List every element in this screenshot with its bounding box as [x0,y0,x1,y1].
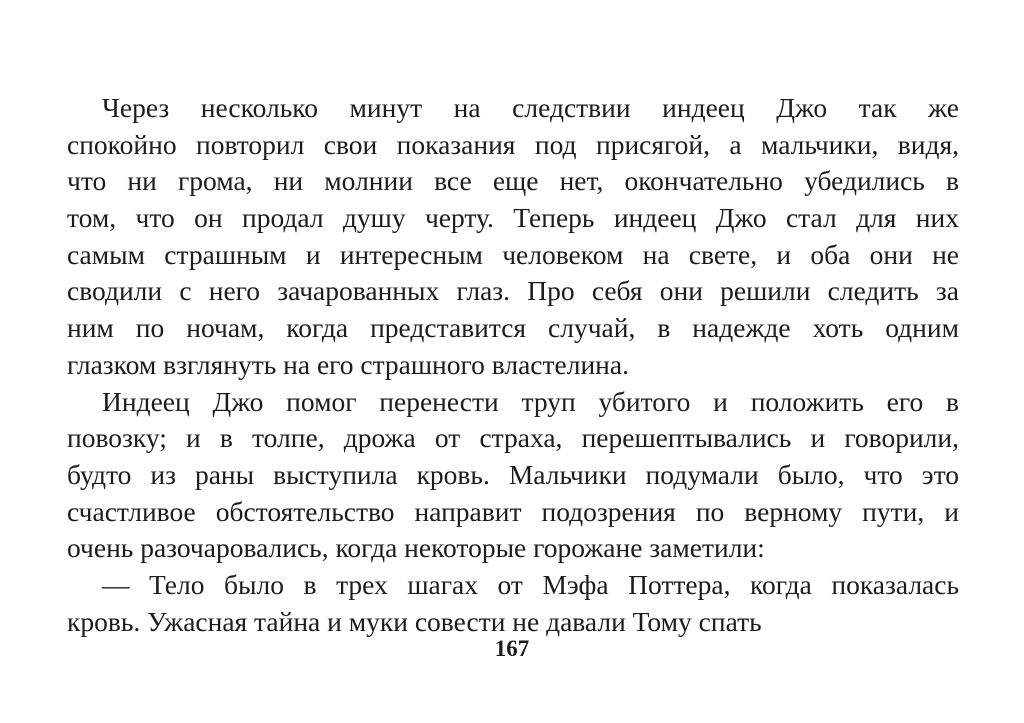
text-line: будто из раны выступила кровь. Мальчики подумали было, что это [67,458,959,490]
text-line: самым страшным и интересным человеком на свете, и оба они не [67,238,959,270]
text-line: — Тело было в трех шагах от Мэфа Поттера, когда показалась [102,568,959,600]
body-text [67,90,959,640]
text-line: Через несколько минут на следствии индеец Джо так же [102,92,959,123]
text-line: том, что он продал душу черту. Теперь индеец Джо стал для них [67,202,959,234]
text-line: спокойно повторил свои показания под присягой, а мальчики, видя, [67,128,959,160]
text-line: повозку; и в толпе, дрожа от страха, перешептывались и говорили, [67,422,959,454]
text-line: кровь. Ужасная тайна и муки совести не давали Тому спать [67,605,762,637]
page-number: 167 [494,636,530,661]
text-line: очень разочаровались, когда некоторые горожане заметили: [67,532,765,564]
text-line: сводили с него зачарованных глаз. Про себя они решили следить за [67,275,959,307]
text-line: Индеец Джо помог перенести труп убитого и положить его в [102,385,959,417]
text-line: что ни грома, ни молнии все еще нет, окончательно убедились в [67,165,959,197]
text-line: глазком взглянуть на его страшного властелина. [67,348,629,380]
text-line: ним по ночам, когда представится случай, в надежде хоть одним [67,312,959,344]
text-line: счастливое обстоятельство направит подозрения по верному пути, и [67,495,959,527]
